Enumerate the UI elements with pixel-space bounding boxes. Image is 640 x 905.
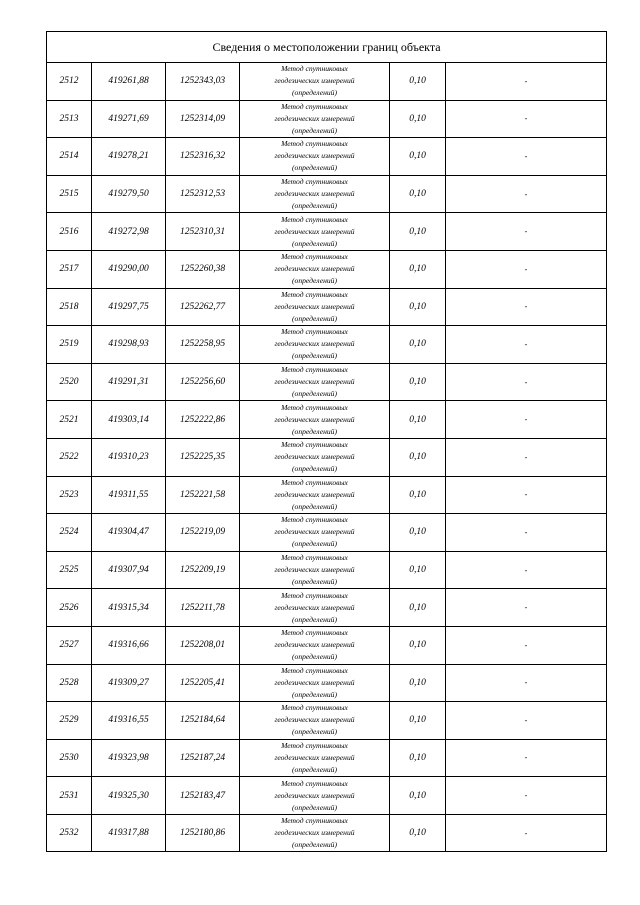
point-number-cell: 2532: [47, 814, 92, 852]
method-cell: [240, 626, 390, 664]
accuracy-cell: 0,10: [390, 664, 446, 702]
method-text-line: Метод спутниковых: [281, 665, 348, 675]
extra-cell: -: [446, 589, 607, 627]
method-text-line: Метод спутниковых: [281, 365, 348, 375]
accuracy-cell: 0,10: [390, 438, 446, 476]
extra-cell: -: [446, 551, 607, 589]
method-text-line: геодезических измерений: [274, 339, 355, 349]
method-text-line: Метод спутниковых: [281, 64, 348, 74]
accuracy-cell: 0,10: [390, 777, 446, 815]
point-number-cell: 2523: [47, 476, 92, 514]
point-number-cell: 2512: [47, 63, 92, 101]
coordinate-x-cell: 419317,88: [92, 814, 166, 852]
accuracy-cell: 0,10: [390, 626, 446, 664]
method-text-line: (определений): [292, 276, 337, 286]
extra-cell: -: [446, 626, 607, 664]
coordinate-x-cell: 419316,55: [92, 702, 166, 740]
coordinate-y-cell: 1252222,86: [166, 401, 240, 439]
point-number-cell: 2525: [47, 551, 92, 589]
method-text-line: Метод спутниковых: [281, 590, 348, 600]
accuracy-cell: 0,10: [390, 476, 446, 514]
coordinate-x-cell: 419271,69: [92, 100, 166, 138]
method-text-line: геодезических измерений: [274, 414, 355, 424]
method-cell: [240, 138, 390, 176]
extra-cell: -: [446, 777, 607, 815]
point-number-cell: 2514: [47, 138, 92, 176]
coordinate-y-cell: 1252209,19: [166, 551, 240, 589]
table-row: [47, 739, 607, 777]
coordinate-x-cell: 419311,55: [92, 476, 166, 514]
table-row: [47, 401, 607, 439]
method-cell: [240, 589, 390, 627]
coordinate-x-cell: 419304,47: [92, 514, 166, 552]
method-text-line: геодезических измерений: [274, 301, 355, 311]
method-text-line: геодезических измерений: [274, 565, 355, 575]
method-text-line: геодезических измерений: [274, 527, 355, 537]
table-row: [47, 664, 607, 702]
method-text-line: (определений): [292, 501, 337, 511]
accuracy-cell: 0,10: [390, 702, 446, 740]
method-text-line: геодезических измерений: [274, 377, 355, 387]
method-text-line: геодезических измерений: [274, 828, 355, 838]
extra-cell: -: [446, 175, 607, 213]
method-text-line: Метод спутниковых: [281, 101, 348, 111]
coordinate-y-cell: 1252221,58: [166, 476, 240, 514]
point-number-cell: 2526: [47, 589, 92, 627]
table-row: [47, 100, 607, 138]
point-number-cell: 2516: [47, 213, 92, 251]
extra-cell: -: [446, 476, 607, 514]
method-text-line: Метод спутниковых: [281, 177, 348, 187]
coordinate-x-cell: 419316,66: [92, 626, 166, 664]
method-text-line: (определений): [292, 125, 337, 135]
method-cell: [240, 702, 390, 740]
method-text-line: Метод спутниковых: [281, 778, 348, 788]
extra-cell: -: [446, 363, 607, 401]
method-text-line: Метод спутниковых: [281, 139, 348, 149]
method-text-line: Метод спутниковых: [281, 327, 348, 337]
table-row: [47, 250, 607, 288]
coordinate-y-cell: 1252184,64: [166, 702, 240, 740]
method-text-line: Метод спутниковых: [281, 553, 348, 563]
coordinate-x-cell: 419303,14: [92, 401, 166, 439]
coordinate-y-cell: 1252310,31: [166, 213, 240, 251]
method-text-line: геодезических измерений: [274, 752, 355, 762]
coordinate-y-cell: 1252211,78: [166, 589, 240, 627]
method-text-line: (определений): [292, 238, 337, 248]
method-cell: [240, 551, 390, 589]
point-number-cell: 2530: [47, 739, 92, 777]
coordinate-x-cell: 419297,75: [92, 288, 166, 326]
coordinate-x-cell: 419310,23: [92, 438, 166, 476]
method-text-line: геодезических измерений: [274, 113, 355, 123]
coordinate-x-cell: 419278,21: [92, 138, 166, 176]
boundary-coordinates-table: [46, 31, 607, 852]
method-text-line: (определений): [292, 689, 337, 699]
method-text-line: (определений): [292, 727, 337, 737]
method-text-line: (определений): [292, 201, 337, 211]
table-row: [47, 551, 607, 589]
coordinate-y-cell: 1252208,01: [166, 626, 240, 664]
accuracy-cell: 0,10: [390, 63, 446, 101]
accuracy-cell: 0,10: [390, 514, 446, 552]
method-cell: [240, 175, 390, 213]
method-text-line: Метод спутниковых: [281, 515, 348, 525]
coordinate-x-cell: 419309,27: [92, 664, 166, 702]
table-row: [47, 814, 607, 852]
method-cell: [240, 514, 390, 552]
accuracy-cell: 0,10: [390, 589, 446, 627]
method-text-line: (определений): [292, 652, 337, 662]
table-row: [47, 514, 607, 552]
table-row: [47, 777, 607, 815]
coordinate-x-cell: 419323,98: [92, 739, 166, 777]
method-text-line: геодезических измерений: [274, 790, 355, 800]
point-number-cell: 2531: [47, 777, 92, 815]
method-text-line: Метод спутниковых: [281, 289, 348, 299]
accuracy-cell: 0,10: [390, 250, 446, 288]
method-text-line: Метод спутниковых: [281, 740, 348, 750]
coordinate-y-cell: 1252262,77: [166, 288, 240, 326]
table-row: [47, 438, 607, 476]
method-text-line: Метод спутниковых: [281, 816, 348, 826]
coordinate-y-cell: 1252312,53: [166, 175, 240, 213]
method-text-line: геодезических измерений: [274, 602, 355, 612]
method-text-line: (определений): [292, 313, 337, 323]
method-text-line: (определений): [292, 840, 337, 850]
coordinate-y-cell: 1252183,47: [166, 777, 240, 815]
accuracy-cell: 0,10: [390, 551, 446, 589]
coordinate-y-cell: 1252260,38: [166, 250, 240, 288]
point-number-cell: 2520: [47, 363, 92, 401]
point-number-cell: 2522: [47, 438, 92, 476]
accuracy-cell: 0,10: [390, 288, 446, 326]
extra-cell: -: [446, 739, 607, 777]
method-text-line: Метод спутниковых: [281, 628, 348, 638]
table-row: [47, 589, 607, 627]
coordinate-x-cell: 419307,94: [92, 551, 166, 589]
accuracy-cell: 0,10: [390, 401, 446, 439]
coordinate-x-cell: 419325,30: [92, 777, 166, 815]
table-row: [47, 626, 607, 664]
method-cell: [240, 476, 390, 514]
method-text-line: (определений): [292, 389, 337, 399]
coordinate-x-cell: 419290,00: [92, 250, 166, 288]
coordinate-y-cell: 1252225,35: [166, 438, 240, 476]
method-text-line: геодезических измерений: [274, 489, 355, 499]
accuracy-cell: 0,10: [390, 138, 446, 176]
table-row: [47, 213, 607, 251]
coordinate-y-cell: 1252258,95: [166, 326, 240, 364]
method-text-line: Метод спутниковых: [281, 214, 348, 224]
point-number-cell: 2518: [47, 288, 92, 326]
method-cell: [240, 326, 390, 364]
method-cell: [240, 100, 390, 138]
method-cell: [240, 814, 390, 852]
coordinate-y-cell: 1252343,03: [166, 63, 240, 101]
extra-cell: -: [446, 702, 607, 740]
coordinate-y-cell: 1252187,24: [166, 739, 240, 777]
table-row: [47, 63, 607, 101]
extra-cell: -: [446, 138, 607, 176]
method-text-line: Метод спутниковых: [281, 402, 348, 412]
extra-cell: -: [446, 438, 607, 476]
method-cell: [240, 213, 390, 251]
extra-cell: -: [446, 514, 607, 552]
table-title: Сведения о местоположении границ объекта: [47, 32, 607, 63]
coordinate-y-cell: 1252180,86: [166, 814, 240, 852]
method-cell: [240, 363, 390, 401]
method-text-line: (определений): [292, 163, 337, 173]
method-cell: [240, 664, 390, 702]
method-text-line: (определений): [292, 614, 337, 624]
accuracy-cell: 0,10: [390, 175, 446, 213]
accuracy-cell: 0,10: [390, 363, 446, 401]
accuracy-cell: 0,10: [390, 213, 446, 251]
method-text-line: (определений): [292, 464, 337, 474]
point-number-cell: 2527: [47, 626, 92, 664]
method-text-line: (определений): [292, 764, 337, 774]
method-cell: [240, 63, 390, 101]
method-text-line: геодезических измерений: [274, 452, 355, 462]
method-text-line: (определений): [292, 577, 337, 587]
coordinate-x-cell: 419279,50: [92, 175, 166, 213]
extra-cell: -: [446, 288, 607, 326]
table-row: [47, 175, 607, 213]
point-number-cell: 2513: [47, 100, 92, 138]
accuracy-cell: 0,10: [390, 326, 446, 364]
coordinate-y-cell: 1252316,32: [166, 138, 240, 176]
coordinate-x-cell: 419298,93: [92, 326, 166, 364]
method-text-line: (определений): [292, 802, 337, 812]
table-row: [47, 476, 607, 514]
coordinate-y-cell: 1252219,09: [166, 514, 240, 552]
extra-cell: -: [446, 401, 607, 439]
method-text-line: геодезических измерений: [274, 640, 355, 650]
accuracy-cell: 0,10: [390, 814, 446, 852]
method-text-line: геодезических измерений: [274, 715, 355, 725]
coordinate-y-cell: 1252256,60: [166, 363, 240, 401]
method-text-line: геодезических измерений: [274, 264, 355, 274]
method-cell: [240, 288, 390, 326]
table-row: [47, 288, 607, 326]
method-text-line: Метод спутниковых: [281, 252, 348, 262]
table-row: [47, 138, 607, 176]
coordinate-y-cell: 1252205,41: [166, 664, 240, 702]
point-number-cell: 2529: [47, 702, 92, 740]
method-text-line: (определений): [292, 539, 337, 549]
accuracy-cell: 0,10: [390, 100, 446, 138]
point-number-cell: 2519: [47, 326, 92, 364]
method-text-line: геодезических измерений: [274, 226, 355, 236]
method-text-line: Метод спутниковых: [281, 477, 348, 487]
coordinate-x-cell: 419272,98: [92, 213, 166, 251]
coordinate-y-cell: 1252314,09: [166, 100, 240, 138]
method-text-line: Метод спутниковых: [281, 440, 348, 450]
extra-cell: -: [446, 63, 607, 101]
coordinate-x-cell: 419291,31: [92, 363, 166, 401]
point-number-cell: 2521: [47, 401, 92, 439]
method-text-line: (определений): [292, 88, 337, 98]
method-text-line: (определений): [292, 426, 337, 436]
table-row: [47, 702, 607, 740]
method-cell: [240, 401, 390, 439]
extra-cell: -: [446, 213, 607, 251]
extra-cell: -: [446, 250, 607, 288]
method-text-line: геодезических измерений: [274, 189, 355, 199]
table-title-row: [47, 32, 607, 63]
method-text-line: (определений): [292, 351, 337, 361]
coordinate-x-cell: 419261,88: [92, 63, 166, 101]
table-row: [47, 363, 607, 401]
method-cell: [240, 438, 390, 476]
method-text-line: геодезических измерений: [274, 151, 355, 161]
point-number-cell: 2515: [47, 175, 92, 213]
method-text-line: Метод спутниковых: [281, 703, 348, 713]
extra-cell: -: [446, 814, 607, 852]
extra-cell: -: [446, 326, 607, 364]
table-row: [47, 326, 607, 364]
method-text-line: геодезических измерений: [274, 76, 355, 86]
point-number-cell: 2528: [47, 664, 92, 702]
point-number-cell: 2517: [47, 250, 92, 288]
method-cell: [240, 739, 390, 777]
method-cell: [240, 250, 390, 288]
extra-cell: -: [446, 664, 607, 702]
extra-cell: -: [446, 100, 607, 138]
accuracy-cell: 0,10: [390, 739, 446, 777]
method-text-line: геодезических измерений: [274, 677, 355, 687]
method-cell: [240, 777, 390, 815]
point-number-cell: 2524: [47, 514, 92, 552]
coordinate-x-cell: 419315,34: [92, 589, 166, 627]
